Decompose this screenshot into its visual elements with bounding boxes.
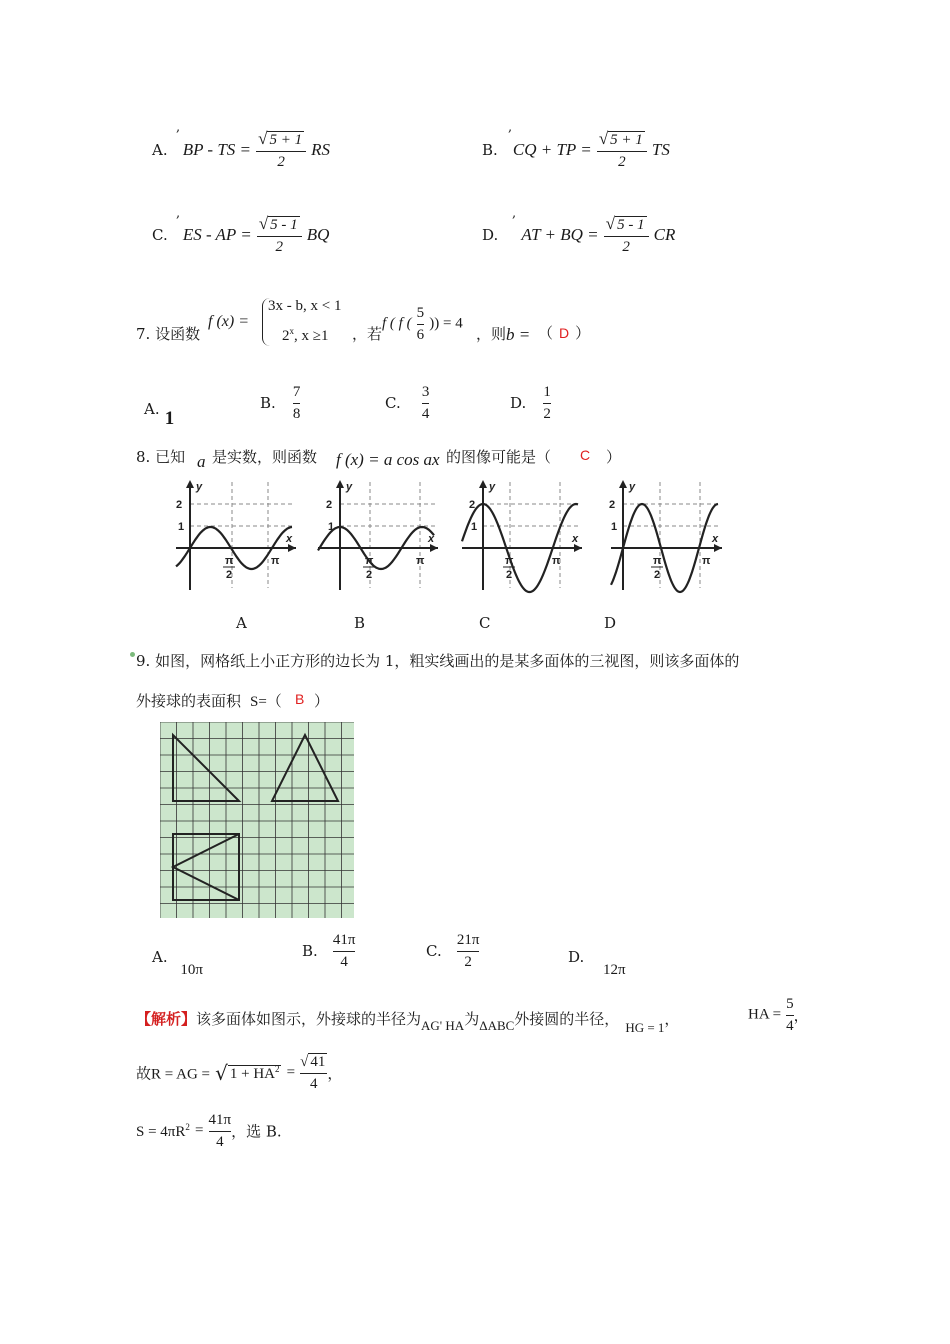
case2-exp: x [289,326,294,336]
denominator: 2 [464,953,472,970]
fraction: $\frac{√ 5 - 1}{2}$ [604,215,649,255]
tick-label-2: 2 [176,499,183,511]
tick-label-pi-half-den: 2 [506,569,513,581]
tick-label-pi: π [416,555,425,567]
numerator: 3 [421,384,430,400]
y-axis-label: y [346,481,353,493]
denominator: 4 [340,953,348,970]
solution-text: ， [793,1006,809,1025]
solution-line2 [136,1054,342,1092]
option-label: C. [426,942,442,960]
fraction: $\frac{√ 5 + 1}{2}$ [256,130,306,170]
numerator: 41 [310,1054,326,1070]
q7-case1: 3x - b, x < 1 [268,298,342,314]
radicand: 5 - 1 [270,217,298,233]
answer-letter: D [559,325,570,341]
y-axis-arrow [619,480,627,488]
superscript: 2 [185,1121,190,1132]
radicand [228,1065,282,1082]
option-value: 10π [180,962,203,978]
cond-suffix: )) = 4 [429,315,463,332]
superscript: 2 [274,1063,280,1074]
radicand: 5 - 1 [617,217,645,233]
bullet-dot [130,652,135,657]
paren-close: ） [575,324,591,342]
q9-option-d[interactable] [568,948,626,978]
math-prefix [136,1121,190,1140]
lhs: CQ + TP = [512,140,592,160]
y-axis-arrow [336,480,344,488]
tick-label-pi-half: π [365,555,374,567]
option-label: B. [482,141,498,160]
q8-suffix: 的图像可能是（ [446,448,552,466]
math-hg: HG = 1 [625,1020,665,1035]
math-prefix: 故R = AG = [136,1066,211,1083]
tick-label-1: 1 [178,521,185,533]
graph-b[interactable] [318,480,438,590]
q9-option-c[interactable] [426,932,479,970]
radicand-expr: 1 + HA [229,1065,275,1082]
tick-mark: , [176,120,181,135]
solution-text: ， [327,1064,343,1083]
q9-line1: 9. 如图，网格纸上小正方形的边长为 1，粗实线画出的是某多面体的三视图，则该多面体的 [136,652,740,670]
q7-prefix: 7. 设函数 [136,325,201,343]
option-label: D. [482,226,499,245]
radicand: 5 + 1 [610,132,643,148]
numerator: 7 [292,384,301,400]
q8-fx: f (x) = a cos ax [336,450,440,469]
case2-rest: , x ≥1 [294,328,329,344]
denominator: 2 [277,153,285,170]
option-label: B. [260,394,276,412]
graph-c[interactable] [462,480,582,592]
x-axis-arrow [574,544,582,552]
fraction: $\frac{√ 5 - 1}{2}$ [257,215,302,255]
denominator: 2 [622,238,630,255]
solution-text: 该多面体如图示，外接球的半径为 [196,1010,422,1028]
fraction [786,996,794,1034]
tick-label-pi-half: π [225,555,234,567]
tick-label-pi-half-den: 2 [366,569,373,581]
q9-s-eq: S=（ [250,694,282,710]
denominator: 2 [543,405,551,422]
option-label: C. [152,226,168,245]
option-label: A. [144,400,160,418]
q8-var-a: a [197,452,206,471]
tick-label-1: 1 [471,521,478,533]
q7-fx: f (x) = [208,313,249,330]
x-axis-arrow [714,544,722,552]
solution-text: 外接圆的半径， [514,1010,620,1028]
rhs: BQ [306,225,330,245]
q9-answer: B [295,691,305,707]
fraction [333,932,356,970]
denominator: 4 [421,405,430,422]
equals: = [286,1064,296,1081]
x-axis-label: x [428,533,435,545]
radicand: 5 + 1 [269,132,303,148]
lhs: AT + BQ = [521,225,599,245]
solution-line1 [136,1008,680,1035]
solution-text: ，选 B. [231,1122,282,1141]
fraction [209,1112,232,1150]
denominator: 2 [275,238,283,255]
denominator: 4 [310,1075,318,1092]
tick-label-2: 2 [609,499,616,511]
graph-d[interactable] [609,480,722,592]
tick-label-pi-half: π [653,555,662,567]
solution-text: ， [664,1010,680,1028]
solution-text: 为 [464,1010,480,1028]
option-label: A. [152,141,168,160]
tick-label-pi-half-den: 2 [226,569,233,581]
q9-option-a[interactable] [152,948,203,978]
tick-label-pi-half: π [505,555,514,567]
q7-b-eq: b = [506,325,531,344]
q7-then: ，则 [476,325,507,343]
option-value: 12π [603,962,626,978]
denominator: 2 [618,153,626,170]
tick-label-pi: π [702,555,711,567]
graph-a[interactable] [176,480,296,590]
rhs: TS [651,140,670,160]
graph-label-a: A [236,614,247,632]
graph-label-d: D [604,614,617,632]
graph-label-c: C [479,614,491,632]
x-axis-label: x [572,533,579,545]
numerator: 5 [416,305,425,321]
q8-prefix: 8. 已知 [136,448,186,466]
numerator: 5 [786,996,794,1012]
numerator: 21π [456,932,480,948]
tick-label-1: 1 [611,521,618,533]
paren-open: （ [538,324,554,342]
q9-paren-close: ） [314,692,330,710]
math-s: S = 4πR [136,1123,186,1140]
y-axis-arrow [186,480,194,488]
solution-line3 [136,1112,282,1150]
rhs: RS [311,140,331,160]
case2-base: 2 [282,328,290,344]
tick-label-2: 2 [326,499,333,511]
y-axis-label: y [629,481,636,493]
option-label: B. [302,942,318,960]
q9-option-b[interactable] [302,932,355,970]
x-axis-label: x [286,533,293,545]
graph-label-b: B [354,614,366,632]
lhs: ES - AP = [182,225,252,245]
numerator: 41π [332,932,356,948]
x-axis-arrow [430,544,438,552]
tick-label-pi: π [552,555,561,567]
numerator: 41π [208,1112,232,1128]
equals: = [194,1122,204,1139]
q7-cond-prefix: ，若 [352,325,383,343]
radical-sign: √ [215,1061,228,1085]
lhs: BP - TS = [182,140,252,160]
q8-answer: C [580,447,591,463]
rhs: CR [653,225,676,245]
x-axis-arrow [288,544,296,552]
cond-f: f ( f ( [382,315,412,332]
tick-label-pi-half-den: 2 [654,569,661,581]
y-axis-label: y [196,481,203,493]
denominator: 6 [416,326,425,343]
q8-mid: 是实数，则函数 [212,448,318,466]
denominator: 4 [786,1017,794,1034]
fraction: $\frac{√ 41}{4}$ [300,1054,326,1092]
tick-label-pi: π [271,555,280,567]
option-value: 1 [164,408,175,429]
option-label: D. [568,948,585,966]
option-label: A. [152,948,168,966]
tick-label-2: 2 [469,499,476,511]
option-label: C. [385,394,401,412]
x-axis-label: x [712,533,719,545]
math-ag-ha: AG' HA [421,1018,465,1033]
denominator: 8 [292,405,301,422]
option-label: D. [510,394,527,412]
tick-mark: , [176,206,181,221]
tick-mark: , [512,206,517,221]
q9-line2: 外接球的表面积 [136,692,242,710]
tick-mark: , [508,120,513,135]
y-axis-arrow [479,480,487,488]
three-view-grid [160,722,354,918]
fraction: $\frac{√ 5 + 1}{2}$ [597,130,647,170]
q8-paren-close: ） [606,448,622,466]
solution-tag: 【解析】 [136,1010,197,1028]
numerator: 1 [543,384,551,400]
math-abc: ΔABC [479,1018,515,1033]
math-ha: HA = [748,1006,782,1023]
denominator: 4 [216,1133,224,1150]
tick-label-1: 1 [328,521,335,533]
fraction [457,932,480,970]
y-axis-label: y [489,481,496,493]
solution-ha [748,996,809,1034]
